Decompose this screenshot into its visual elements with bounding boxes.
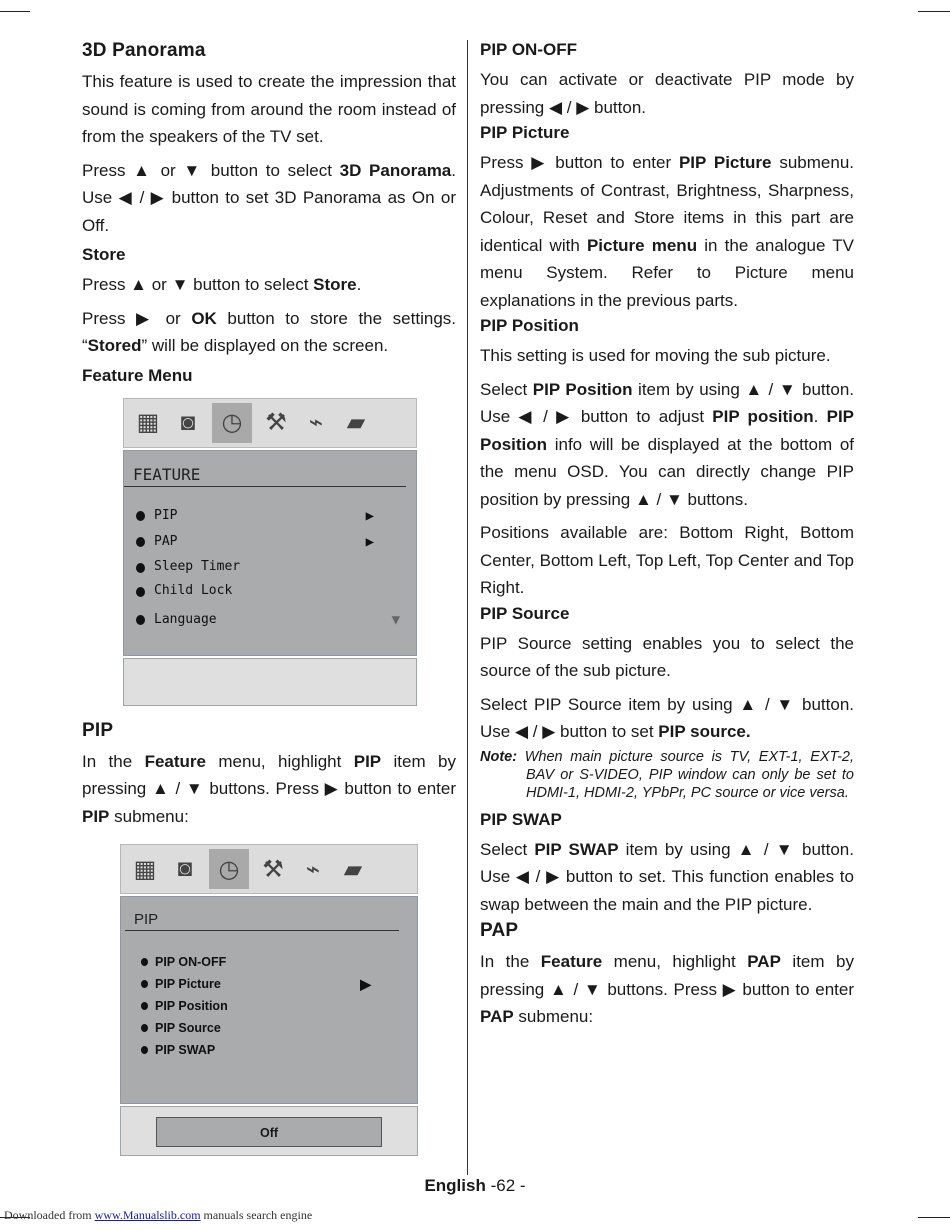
- pc-monitor-icon: ▰: [346, 409, 366, 436]
- crop-mark: [0, 11, 30, 12]
- menu-item-pip-picture: PIP Picture ▶: [121, 973, 417, 995]
- arrow-right-icon: ▶: [360, 976, 371, 992]
- heading-pip-swap: PIP SWAP: [480, 809, 562, 829]
- menu-item-pip-position: PIP Position: [121, 995, 417, 1017]
- heading-feature-menu: Feature Menu: [82, 365, 193, 385]
- menu-title: PIP: [125, 897, 399, 931]
- arrow-right-icon: ▶: [365, 507, 374, 524]
- heading-pap: PAP: [480, 920, 519, 941]
- crop-mark: [918, 1217, 950, 1218]
- footer-language: English: [424, 1176, 486, 1195]
- speaker-icon: ◙: [177, 855, 193, 882]
- paragraph: Press ▶ button to enter PIP Picture submenu. Adjustments of Contrast, Brightness, Sharpness, Colour, Reset and Store items in this part are identical with Picture menu in the analogue TV menu System. Refer to Picture menu explanations in the previous parts.: [480, 153, 854, 310]
- source-cable-icon: ⌁: [308, 409, 324, 436]
- heading-pip: PIP: [82, 719, 114, 741]
- install-tools-icon: ⚒: [262, 855, 284, 883]
- paragraph: In the Feature menu, highlight PIP item by pressing ▲ / ▼ buttons. Press ▶ button to enter PIP submenu:: [82, 751, 456, 826]
- heading-pip-on-off: PIP ON-OFF: [480, 40, 577, 59]
- menu-icon-bar: [120, 844, 418, 894]
- manualslib-link[interactable]: www.Manualslib.com: [94, 1208, 201, 1222]
- download-note: Downloaded from www.Manualslib.com manuals search engine: [4, 1208, 313, 1222]
- feature-clock-icon: ◷: [212, 403, 252, 443]
- paragraph: This feature is used to create the impression that sound is coming from around the room instead of from the speakers of the TV set.: [82, 72, 456, 146]
- picture-icon: ▦: [133, 855, 157, 883]
- paragraph: Press ▲ or ▼ button to select Store.: [82, 275, 362, 294]
- paragraph: Press ▲ or ▼ button to select 3D Panorama. Use ◀ / ▶ button to set 3D Panorama as On or Off.: [82, 160, 456, 235]
- paragraph: You can activate or deactivate PIP mode by pressing ◀ / ▶ button.: [480, 70, 854, 117]
- menu-item-pip: PIP ▶: [124, 503, 416, 529]
- page-footer: [0, 1176, 950, 1196]
- pc-monitor-icon: ▰: [343, 855, 363, 883]
- scroll-down-icon: ▼: [391, 611, 400, 628]
- page-number: -62 -: [485, 1176, 526, 1195]
- pip-menu-panel: [120, 896, 418, 1104]
- paragraph: PIP Source setting enables you to select the source of the sub picture.: [480, 633, 854, 680]
- crop-mark: [918, 11, 950, 12]
- pip-value-box: Off: [156, 1117, 382, 1147]
- picture-icon: ▦: [136, 409, 160, 436]
- heading-pip-position: PIP Position: [480, 316, 579, 335]
- paragraph: Positions available are: Bottom Right, Bottom Center, Bottom Left, Top Left, Top Center and Top Right.: [480, 523, 854, 597]
- feature-clock-icon: ◷: [209, 849, 249, 889]
- menu-info-bar: [123, 658, 417, 706]
- menu-item-pip-swap: PIP SWAP: [121, 1039, 417, 1061]
- paragraph: In the Feature menu, highlight PAP item by pressing ▲ / ▼ buttons. Press ▶ button to enter PAP submenu:: [480, 952, 854, 1026]
- menu-item-pap: PAP ▶: [124, 529, 416, 555]
- column-divider: [467, 40, 468, 1175]
- source-cable-icon: ⌁: [305, 855, 321, 883]
- menu-item-pip-source: PIP Source: [121, 1017, 417, 1039]
- menu-item-sleep-timer: Sleep Timer: [124, 555, 416, 579]
- heading-store: Store: [82, 245, 126, 264]
- menu-item-language: Language ▼: [124, 607, 416, 633]
- install-tools-icon: ⚒: [265, 409, 287, 436]
- paragraph: Select PIP Source item by using ▲ / ▼ button. Use ◀ / ▶ button to set PIP source.: [480, 694, 854, 741]
- menu-title: FEATURE: [124, 451, 406, 487]
- speaker-icon: ◙: [180, 408, 196, 436]
- feature-menu-panel: [123, 450, 417, 656]
- feature-menu-screenshot: [123, 398, 417, 706]
- heading-3d-panorama: 3D Panorama: [82, 40, 206, 61]
- menu-item-child-lock: Child Lock: [124, 579, 416, 607]
- paragraph: Select PIP Position item by using ▲ / ▼ button. Use ◀ / ▶ button to adjust PIP position. PIP Position info will be displayed at the bottom of the menu OSD. You can directly change PIP position by pressing ▲ / ▼ buttons.: [480, 379, 855, 509]
- menu-item-pip-on-off: PIP ON-OFF: [121, 951, 417, 973]
- paragraph: Select PIP SWAP item by using ▲ / ▼ button. Use ◀ / ▶ button to set. This function enables to swap between the main and the PIP picture.: [480, 839, 854, 914]
- pip-menu-screenshot: [120, 844, 418, 1156]
- paragraph: This setting is used for moving the sub picture.: [480, 346, 831, 365]
- arrow-right-icon: ▶: [365, 533, 374, 550]
- heading-pip-source: PIP Source: [480, 603, 570, 623]
- paragraph: Press ▶ or OK button to store the settings. “Stored” will be displayed on the screen.: [82, 308, 456, 355]
- heading-pip-picture: PIP Picture: [480, 123, 570, 142]
- right-column: [480, 40, 854, 1037]
- menu-value-bar: [120, 1106, 418, 1156]
- left-column: [82, 40, 456, 1156]
- note: Note: When main picture source is TV, EXT-1, EXT-2, BAV or S-VIDEO, PIP window can only be set to HDMI-1, HDMI-2, YPbPr, PC source or vice versa.: [480, 748, 854, 801]
- menu-icon-bar: [123, 398, 417, 448]
